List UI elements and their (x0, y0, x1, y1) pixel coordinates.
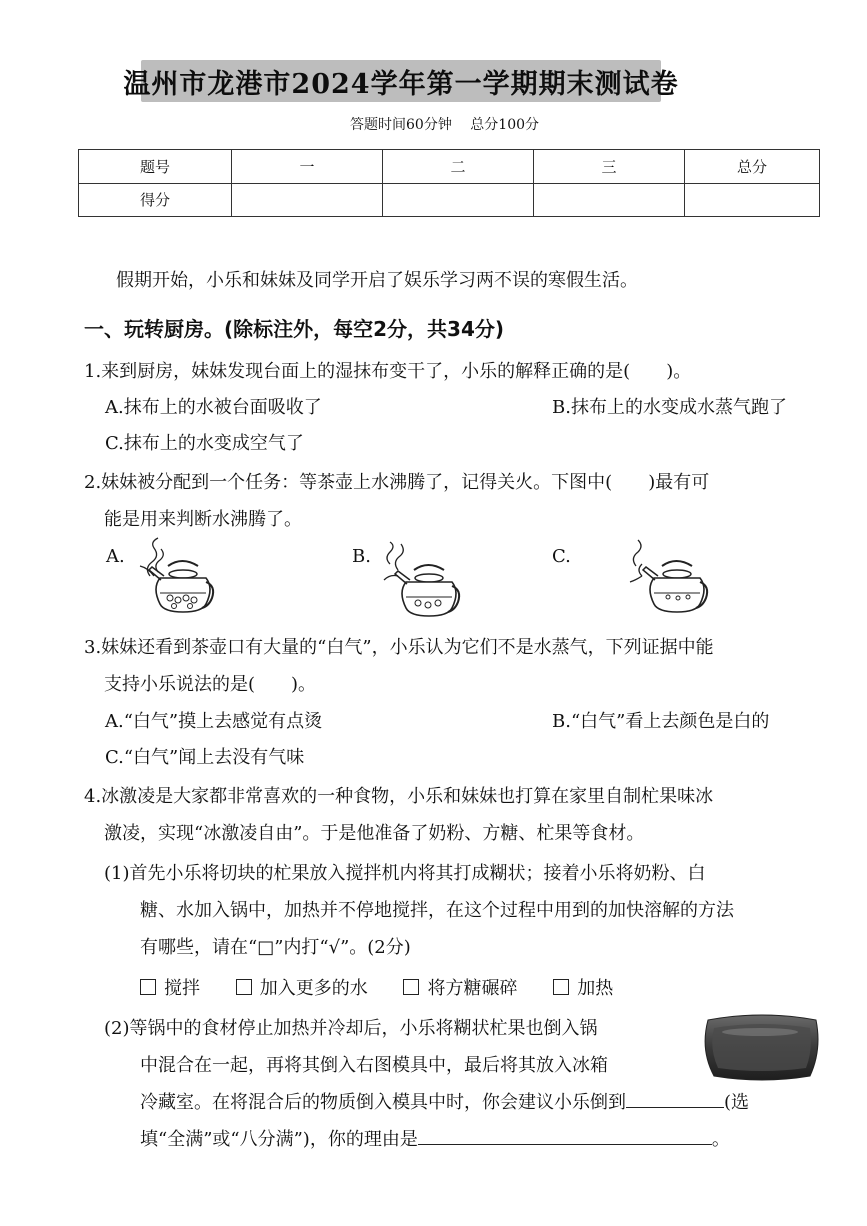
q4-part2-line3 (140, 1088, 749, 1114)
q4-part2-line4-text: 填“全满”或“八分满”)，你的理由是 (140, 1129, 418, 1150)
checkbox-box[interactable] (140, 979, 156, 995)
fill-amount-blank[interactable] (626, 1089, 724, 1108)
q4-part2-line4 (140, 1125, 730, 1151)
q1-option-b: B.抹布上的水变成水蒸气跑了 (552, 397, 787, 418)
checkbox-crush-sugar[interactable] (403, 974, 517, 1000)
q4-part1-line3: 有哪些，请在“□”内打“√”。(2分) (140, 937, 411, 958)
section-1-title: 一、玩转厨房。(除标注外，每空2分，共34分) (84, 317, 505, 341)
checkbox-box[interactable] (236, 979, 252, 995)
q4-part2-line4-tail: 。 (711, 1129, 730, 1150)
score-input-section-3[interactable] (534, 183, 685, 217)
checkbox-label: 搅拌 (164, 978, 200, 999)
score-table (78, 149, 820, 217)
checkbox-more-water[interactable] (236, 974, 368, 1000)
q2-stem-line1: 2.妹妹被分配到一个任务：等茶壶上水沸腾了，记得关火。下图中( )最有可 (84, 472, 710, 493)
checkbox-box[interactable] (553, 979, 569, 995)
checkbox-stir[interactable] (140, 974, 200, 1000)
q1-option-c: C.抹布上的水变成空气了 (105, 433, 304, 454)
score-cell-section-1: 一 (232, 150, 383, 184)
q2-stem-line2: 能是用来判断水沸腾了。 (104, 509, 302, 530)
q4-part2-line1: (2)等锅中的食材停止加热并冷却后，小乐将糊状杧果也倒入锅 (104, 1018, 598, 1039)
title-banner (123, 60, 679, 102)
mold-image (700, 1010, 822, 1082)
q3-option-b: B.“白气”看上去颜色是白的 (552, 711, 770, 732)
score-table-score-row (79, 183, 820, 217)
intro-text: 假期开始，小乐和妹妹及同学开启了娱乐学习两不误的寒假生活。 (116, 270, 638, 291)
reason-blank[interactable] (418, 1126, 712, 1145)
time-note: 答题时间60分钟 (350, 117, 452, 133)
checkbox-heat[interactable] (553, 974, 613, 1000)
q4-part2-line2: 中混合在一起，再将其倒入右图模具中，最后将其放入冰箱 (140, 1055, 608, 1076)
score-table-header-row (79, 150, 820, 184)
score-input-section-2[interactable] (383, 183, 534, 217)
exam-title: 温州市龙港市2024学年第一学期期末测试卷 (123, 68, 679, 100)
kettle-a-image (130, 536, 222, 620)
score-cell-total: 总分 (685, 150, 820, 184)
q2-option-c-label: C. (552, 546, 571, 567)
score-cell-section-2: 二 (383, 150, 534, 184)
checkbox-box[interactable] (403, 979, 419, 995)
q2-option-b-label: B. (352, 546, 371, 567)
exam-subtitle (350, 114, 553, 134)
q3-stem-line1: 3.妹妹还看到茶壶口有大量的“白气”，小乐认为它们不是水蒸气，下列证据中能 (84, 637, 714, 658)
score-input-total[interactable] (685, 183, 820, 217)
checkbox-label: 将方糖碾碎 (427, 978, 518, 999)
score-cell-label: 题号 (79, 150, 232, 184)
q3-stem-line2: 支持小乐说法的是( )。 (104, 674, 317, 695)
kettle-b-image (376, 540, 468, 624)
score-input-section-1[interactable] (232, 183, 383, 217)
q4-stem-line2: 激凌，实现“冰激凌自由”。于是他准备了奶粉、方糖、杧果等食材。 (104, 823, 645, 844)
q4-part1-line2: 糖、水加入锅中，加热并不停地搅拌，在这个过程中用到的加快溶解的方法 (140, 900, 734, 921)
q4-part1-line1: (1)首先小乐将切块的杧果放入搅拌机内将其打成糊状；接着小乐将奶粉、白 (104, 863, 706, 884)
q4-checkbox-row (140, 974, 643, 1000)
q2-option-a-label: A. (106, 546, 125, 567)
q4-part2-line3-text: 冷藏室。在将混合后的物质倒入模具中时，你会建议小乐倒到 (140, 1092, 626, 1113)
q4-stem-line1: 4.冰激凌是大家都非常喜欢的一种食物，小乐和妹妹也打算在家里自制杧果味冰 (84, 786, 714, 807)
q1-stem: 1.来到厨房，妹妹发现台面上的湿抹布变干了，小乐的解释正确的是( )。 (84, 361, 692, 382)
q3-option-a: A.“白气”摸上去感觉有点烫 (105, 711, 323, 732)
kettle-c-image (624, 536, 716, 620)
score-note: 总分100分 (470, 117, 540, 133)
checkbox-label: 加热 (577, 978, 614, 999)
q3-option-c: C.“白气”闻上去没有气味 (105, 747, 305, 768)
checkbox-label: 加入更多的水 (259, 978, 368, 999)
q4-part2-line3-tail: (选 (724, 1092, 750, 1113)
score-row-label: 得分 (79, 183, 232, 217)
score-cell-section-3: 三 (534, 150, 685, 184)
q1-option-a: A.抹布上的水被台面吸收了 (105, 397, 322, 418)
